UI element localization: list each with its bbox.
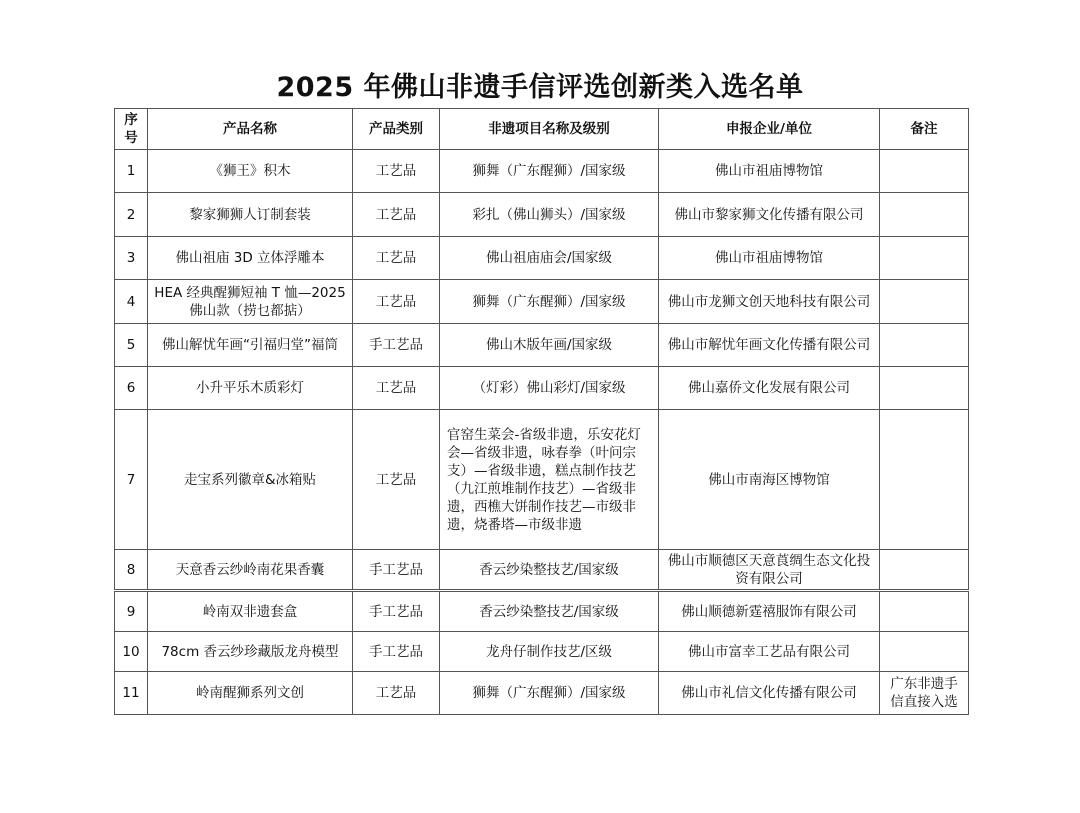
table-row (115, 193, 969, 237)
cell-company: 佛山市祖庙博物馆 (659, 237, 880, 280)
cell-note (880, 324, 969, 367)
cell-no: 4 (115, 280, 148, 324)
cell-no: 5 (115, 324, 148, 367)
cell-note (880, 150, 969, 193)
cell-note (880, 632, 969, 672)
cell-category: 工艺品 (353, 280, 440, 324)
cell-company: 佛山市龙狮文创天地科技有限公司 (659, 280, 880, 324)
cell-product: 小升平乐木质彩灯 (148, 367, 353, 410)
cell-project: （灯彩）佛山彩灯/国家级 (440, 367, 659, 410)
cell-project: 香云纱染整技艺/国家级 (440, 550, 659, 591)
cell-note: 广东非遗手信直接入选 (880, 672, 969, 715)
cell-no: 9 (115, 591, 148, 632)
cell-product: 78cm 香云纱珍藏版龙舟模型 (148, 632, 353, 672)
cell-product: 佛山解忧年画“引福归堂”福筒 (148, 324, 353, 367)
table-row (115, 280, 969, 324)
cell-project: 佛山木版年画/国家级 (440, 324, 659, 367)
table-header-row (115, 109, 969, 150)
cell-category: 工艺品 (353, 237, 440, 280)
cell-product: 黎家狮狮人订制套装 (148, 193, 353, 237)
cell-no: 1 (115, 150, 148, 193)
cell-project: 狮舞（广东醒狮）/国家级 (440, 150, 659, 193)
header-no: 序号 (115, 109, 148, 150)
table-row (115, 410, 969, 550)
cell-no: 2 (115, 193, 148, 237)
cell-category: 手工艺品 (353, 550, 440, 591)
cell-project: 彩扎（佛山狮头）/国家级 (440, 193, 659, 237)
cell-product: 走宝系列徽章&冰箱贴 (148, 410, 353, 550)
cell-company: 佛山市黎家狮文化传播有限公司 (659, 193, 880, 237)
cell-note (880, 367, 969, 410)
cell-product: 岭南双非遗套盒 (148, 591, 353, 632)
cell-note (880, 591, 969, 632)
cell-no: 8 (115, 550, 148, 591)
cell-company: 佛山嘉侨文化发展有限公司 (659, 367, 880, 410)
table-row (115, 632, 969, 672)
cell-company: 佛山市祖庙博物馆 (659, 150, 880, 193)
cell-project: 狮舞（广东醒狮）/国家级 (440, 672, 659, 715)
cell-no: 6 (115, 367, 148, 410)
cell-category: 手工艺品 (353, 632, 440, 672)
cell-company: 佛山市礼信文化传播有限公司 (659, 672, 880, 715)
cell-category: 手工艺品 (353, 591, 440, 632)
cell-project: 佛山祖庙庙会/国家级 (440, 237, 659, 280)
cell-note (880, 280, 969, 324)
cell-product: HEA 经典醒狮短袖 T 恤—2025 佛山款（捞乜都掂） (148, 280, 353, 324)
cell-category: 工艺品 (353, 193, 440, 237)
cell-product: 岭南醒狮系列文创 (148, 672, 353, 715)
table-row (115, 237, 969, 280)
cell-category: 手工艺品 (353, 324, 440, 367)
table-row (115, 591, 969, 632)
cell-no: 11 (115, 672, 148, 715)
cell-company: 佛山市顺德区天意莨绸生态文化投资有限公司 (659, 550, 880, 591)
cell-note (880, 193, 969, 237)
cell-project: 狮舞（广东醒狮）/国家级 (440, 280, 659, 324)
cell-no: 10 (115, 632, 148, 672)
cell-no: 7 (115, 410, 148, 550)
cell-company: 佛山市南海区博物馆 (659, 410, 880, 550)
cell-company: 佛山顺德新霆禧服饰有限公司 (659, 591, 880, 632)
cell-note (880, 410, 969, 550)
table-row (115, 672, 969, 715)
table-row (115, 150, 969, 193)
table-row (115, 550, 969, 591)
selection-table (114, 108, 969, 715)
page-title: 2025 年佛山非遗手信评选创新类入选名单 (276, 72, 804, 103)
cell-project: 香云纱染整技艺/国家级 (440, 591, 659, 632)
cell-product: 《狮王》积木 (148, 150, 353, 193)
cell-note (880, 237, 969, 280)
cell-category: 工艺品 (353, 367, 440, 410)
cell-project: 官窑生菜会-省级非遗，乐安花灯会—省级非遗，咏春拳（叶问宗支）—省级非遗，糕点制作技艺（九江煎堆制作技艺）—省级非遗，西樵大饼制作技艺—市级非遗，烧番塔—市级非遗 (440, 410, 659, 550)
cell-product: 天意香云纱岭南花果香囊 (148, 550, 353, 591)
header-product: 产品名称 (148, 109, 353, 150)
table-row (115, 367, 969, 410)
cell-category: 工艺品 (353, 150, 440, 193)
header-category: 产品类别 (353, 109, 440, 150)
cell-category: 工艺品 (353, 672, 440, 715)
header-note: 备注 (880, 109, 969, 150)
header-company: 申报企业/单位 (659, 109, 880, 150)
cell-category: 工艺品 (353, 410, 440, 550)
cell-company: 佛山市解忧年画文化传播有限公司 (659, 324, 880, 367)
cell-project: 龙舟仔制作技艺/区级 (440, 632, 659, 672)
table-row (115, 324, 969, 367)
cell-note (880, 550, 969, 591)
header-project: 非遗项目名称及级别 (440, 109, 659, 150)
cell-no: 3 (115, 237, 148, 280)
cell-company: 佛山市富幸工艺品有限公司 (659, 632, 880, 672)
cell-product: 佛山祖庙 3D 立体浮雕本 (148, 237, 353, 280)
